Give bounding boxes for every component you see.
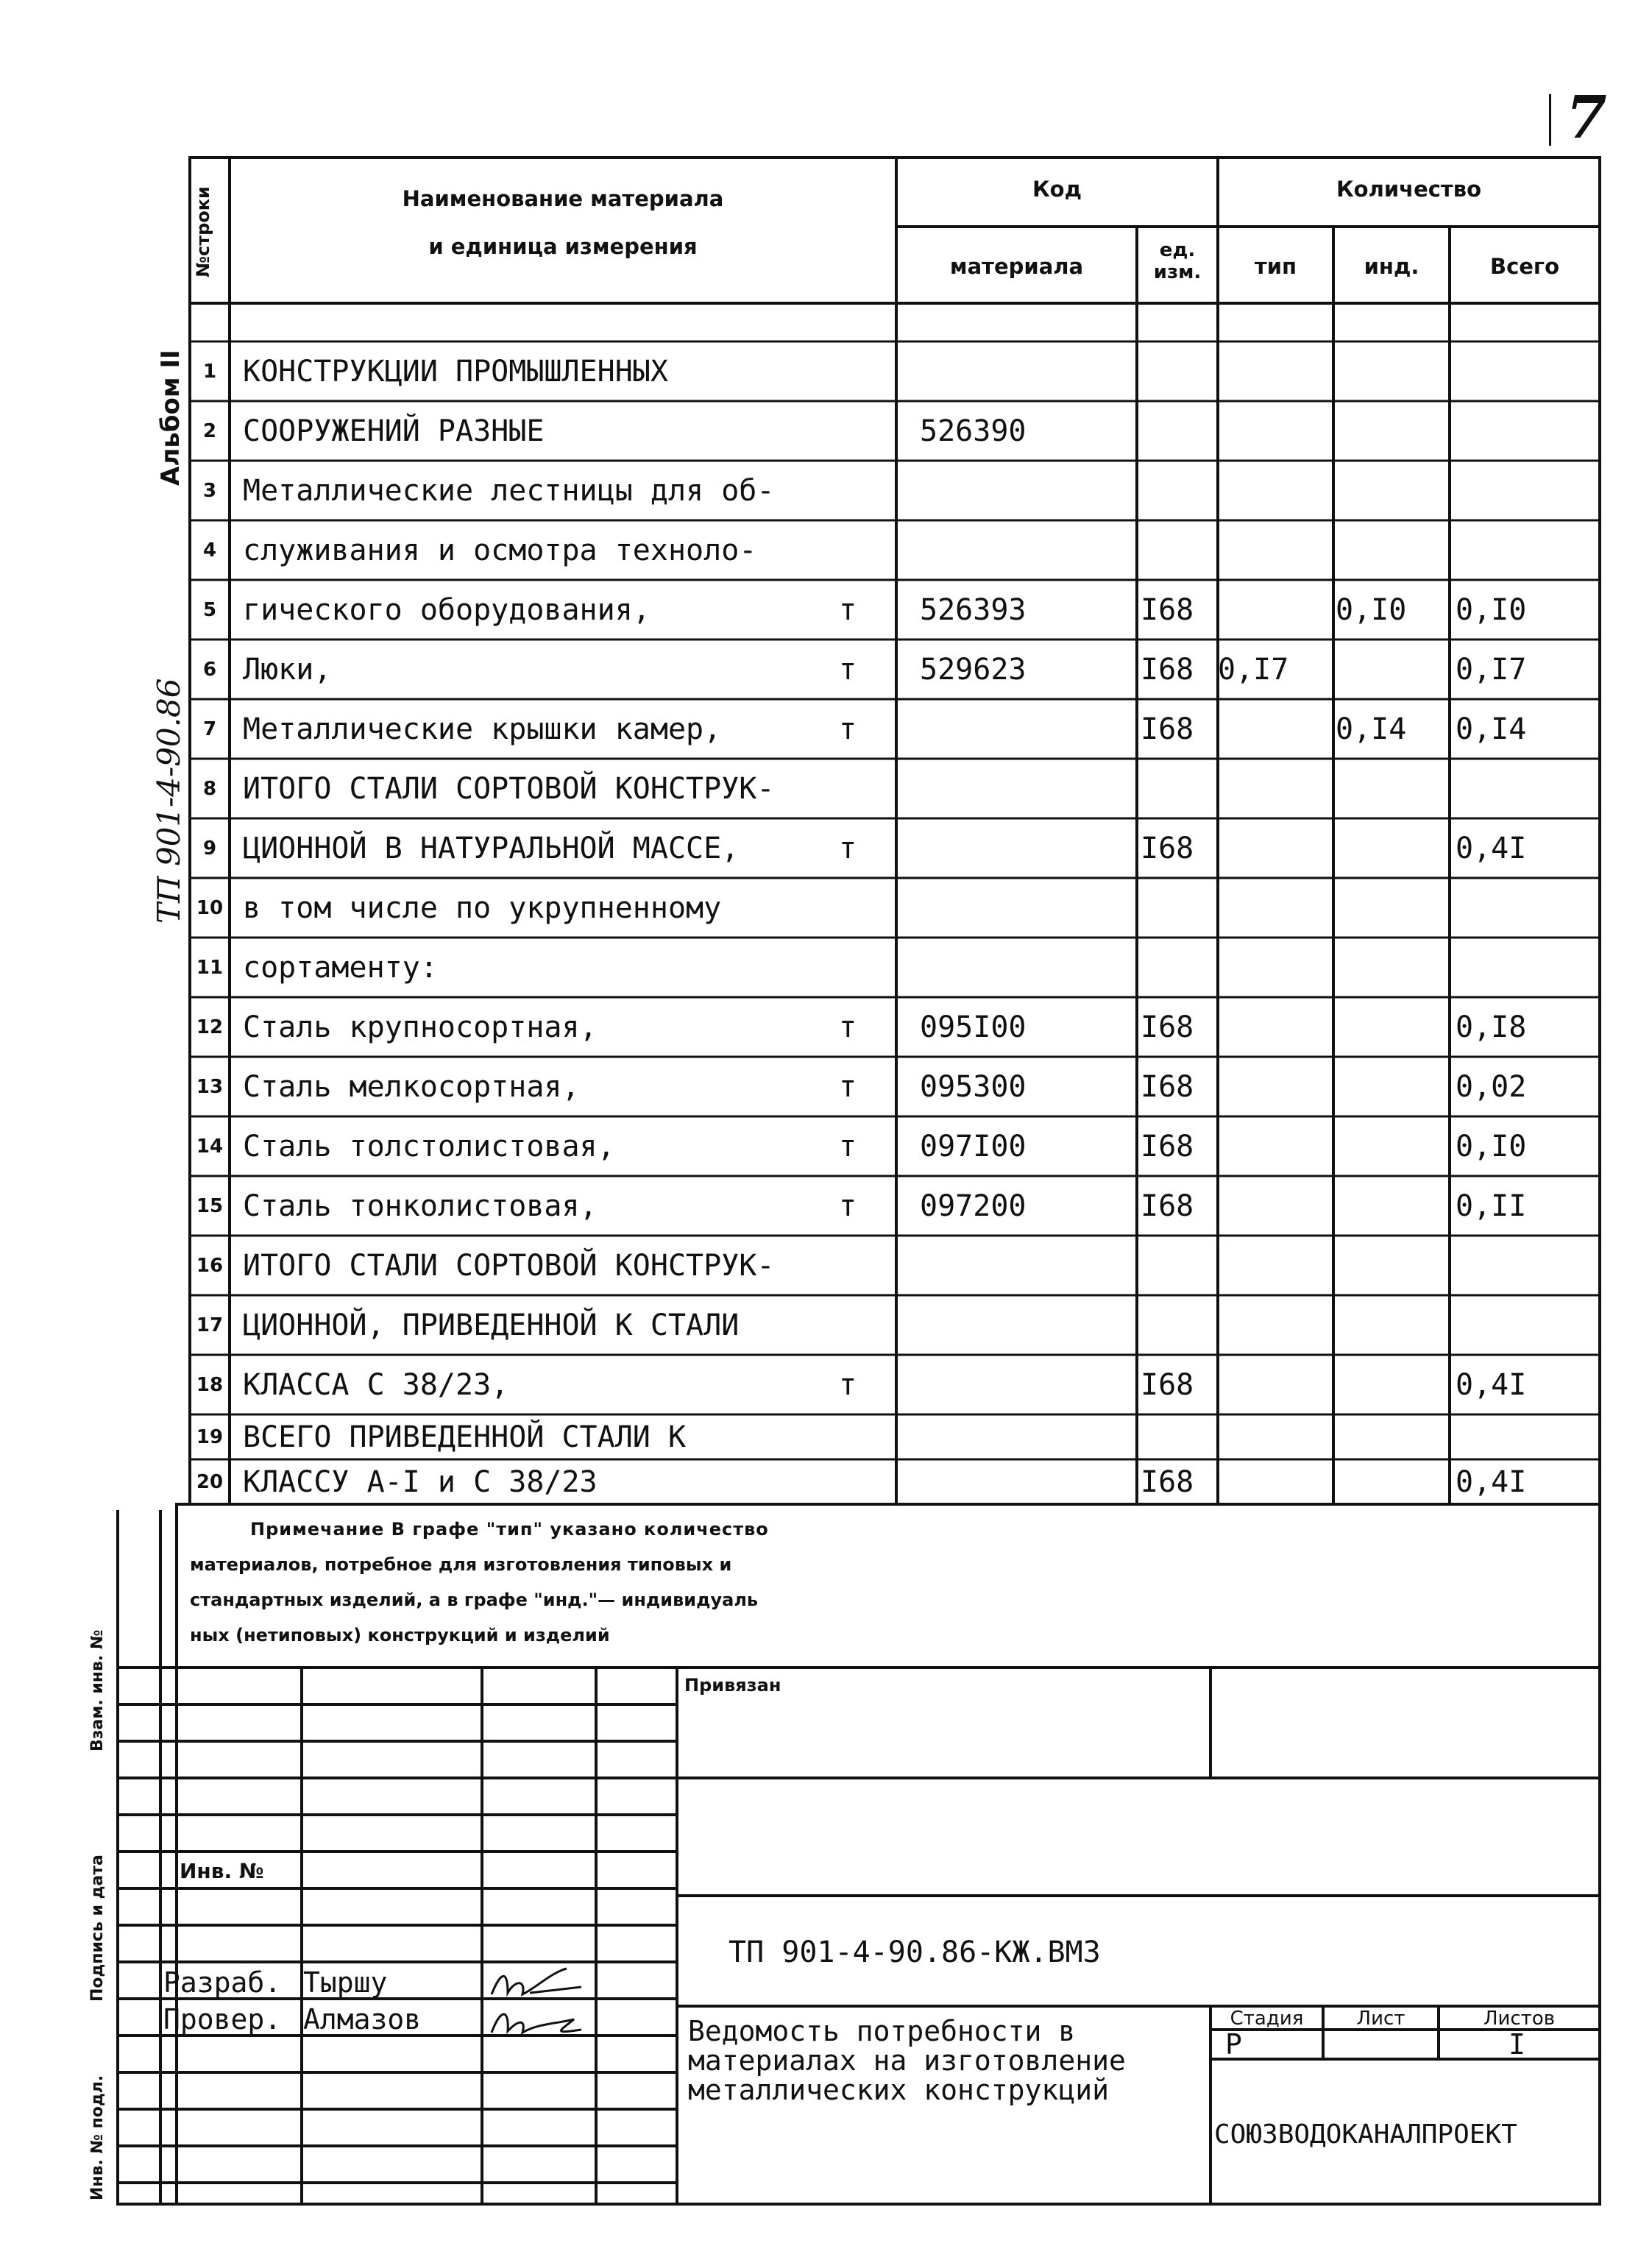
qty-ind: 0,I4 (1336, 712, 1407, 746)
qty-total: 0,I4 (1456, 712, 1527, 746)
prover-name: Алмазов (303, 2003, 422, 2036)
sheets-label: Листов (1483, 2008, 1556, 2030)
row-number: 9 (202, 837, 217, 860)
material-name: ЦИОННОЙ, ПРИВЕДЕННОЙ К СТАЛИ (243, 1308, 740, 1342)
unit-symbol: т (839, 593, 857, 627)
note-line-2: материалов, потребное для изготовления типовых и (190, 1554, 732, 1575)
material-code: 526390 (920, 414, 1027, 448)
unit-symbol: т (839, 1010, 857, 1044)
material-name: Металлические лестницы для об- (243, 474, 775, 508)
material-name: Сталь мелкосортная, (243, 1070, 580, 1104)
sheets-value: I (1509, 2028, 1525, 2061)
unit-code: I68 (1141, 653, 1194, 687)
material-name: КЛАССУ А-I и С 38/23 (243, 1465, 598, 1499)
row-number: 1 (202, 361, 217, 383)
unit-symbol: т (839, 712, 857, 746)
header-code-unit: ед. изм. (1153, 239, 1202, 283)
header-q-ind: инд. (1364, 254, 1419, 279)
side-label-podpis-data: Подпись и дата (88, 1855, 107, 2002)
row-number: 14 (196, 1136, 224, 1158)
material-code: 095I00 (920, 1010, 1027, 1044)
row-number: 6 (202, 659, 217, 681)
header-quantity: Количество (1336, 177, 1482, 202)
row-number: 17 (196, 1314, 224, 1336)
unit-code: I68 (1141, 1010, 1194, 1044)
unit-code: I68 (1141, 1070, 1194, 1104)
document-title-line1: Ведомость потребности в (688, 2015, 1076, 2047)
header-q-total: Всего (1489, 254, 1560, 279)
row-number: 12 (196, 1016, 224, 1038)
side-label-inv-podl: Инв. № подл. (88, 2075, 107, 2200)
qty-total: 0,I0 (1456, 1130, 1527, 1163)
unit-code: I68 (1141, 1465, 1194, 1499)
row-number: 8 (202, 778, 217, 800)
row-number: 18 (196, 1374, 224, 1396)
unit-symbol: т (839, 1070, 857, 1104)
unit-code: I68 (1141, 1189, 1194, 1223)
material-code: 097200 (920, 1189, 1027, 1223)
material-name: ИТОГО СТАЛИ СОРТОВОЙ КОНСТРУК- (243, 772, 775, 806)
sheet-label: Лист (1356, 2008, 1405, 2030)
stage-value: Р (1225, 2028, 1242, 2061)
unit-symbol: т (839, 1130, 857, 1163)
qty-type: 0,I7 (1218, 653, 1289, 687)
material-name: ВСЕГО ПРИВЕДЕННОЙ СТАЛИ К (243, 1420, 687, 1454)
unit-symbol: т (839, 1368, 857, 1402)
material-name: Сталь толстолистовая, (243, 1130, 615, 1163)
header-code-material: материала (949, 254, 1084, 279)
unit-code: I68 (1141, 593, 1194, 627)
material-name: в том числе по укрупненному (243, 891, 722, 925)
row-number: 16 (196, 1255, 224, 1277)
qty-ind: 0,I0 (1336, 593, 1407, 627)
qty-total: 0,4I (1456, 832, 1527, 865)
row-number: 10 (196, 897, 224, 919)
row-number: 2 (202, 420, 217, 442)
razrab-label: Разраб. (163, 1966, 282, 1999)
page-number: 7 (1566, 82, 1607, 152)
material-name: Сталь тонколистовая, (243, 1189, 598, 1223)
razrab-name: Тыршу (303, 1966, 388, 1999)
material-name: Люки, (243, 653, 332, 687)
material-name: Металлические крышки камер, (243, 712, 722, 746)
document-title-line2: материалах на изготовление (688, 2044, 1126, 2077)
material-name: КОНСТРУКЦИИ ПРОМЫШЛЕННЫХ (243, 355, 668, 389)
qty-total: 0,I8 (1456, 1010, 1527, 1044)
document-code: ТП 901-4-90.86-КЖ.ВМЗ (728, 1935, 1101, 1969)
row-number: 7 (202, 718, 217, 740)
prover-label: Провер. (163, 2003, 282, 2036)
material-code: 526393 (920, 593, 1027, 627)
material-name: КЛАССА С 38/23, (243, 1368, 509, 1402)
note-line-4: ных (нетиповых) конструкций и изделий (190, 1625, 610, 1646)
privyazan-label: Привязан (684, 1675, 781, 1696)
stage-label: Стадия (1230, 2008, 1304, 2030)
qty-total: 0,02 (1456, 1070, 1527, 1104)
material-name: служивания и осмотра техноло- (243, 534, 757, 567)
material-code: 529623 (920, 653, 1027, 687)
unit-symbol: т (839, 832, 857, 865)
qty-total: 0,4I (1456, 1465, 1527, 1499)
row-number: 3 (202, 480, 217, 502)
row-number: 4 (202, 539, 217, 562)
header-q-type: тип (1254, 254, 1297, 279)
note-line-3: стандартных изделий, а в графе "инд."— индивидуаль (190, 1590, 759, 1610)
unit-code: I68 (1141, 1368, 1194, 1402)
side-label-album: Альбом II (156, 350, 185, 486)
material-name: СООРУЖЕНИЙ РАЗНЫЕ (243, 414, 545, 448)
header-code: Код (1032, 177, 1082, 202)
material-name: сортаменту: (243, 951, 438, 985)
row-number: 20 (196, 1471, 224, 1493)
qty-total: 0,I7 (1456, 653, 1527, 687)
unit-code: I68 (1141, 712, 1194, 746)
unit-code: I68 (1141, 1130, 1194, 1163)
header-name-line2: и единица измерения (428, 234, 698, 259)
organization-name: СОЮЗВОДОКАНАЛПРОЕКТ (1214, 2119, 1517, 2150)
material-code: 097I00 (920, 1130, 1027, 1163)
inv-no-label: Инв. № (180, 1859, 264, 1883)
document-title-line3: металлических конструкций (688, 2074, 1109, 2106)
note-line-1: Примечание В графе "тип" указано количество (250, 1519, 769, 1540)
row-number: 15 (196, 1195, 224, 1217)
unit-symbol: т (839, 653, 857, 687)
material-name: ИТОГО СТАЛИ СОРТОВОЙ КОНСТРУК- (243, 1249, 775, 1283)
qty-total: 0,I0 (1456, 593, 1527, 627)
unit-code: I68 (1141, 832, 1194, 865)
unit-symbol: т (839, 1189, 857, 1223)
row-number: 5 (202, 599, 217, 621)
qty-total: 0,II (1456, 1189, 1527, 1223)
side-label-vzam-inv: Взам. инв. № (88, 1629, 107, 1751)
material-name: Сталь крупносортная, (243, 1010, 598, 1044)
header-name-line1: Наименование материала (402, 186, 724, 211)
row-number: 19 (196, 1426, 224, 1448)
prover-signature (486, 2003, 589, 2040)
qty-total: 0,4I (1456, 1368, 1527, 1402)
material-name: ЦИОННОЙ В НАТУРАЛЬНОЙ МАССЕ, (243, 832, 740, 865)
header-row-number: №строки (193, 186, 213, 277)
material-name: гического оборудования, (243, 593, 650, 627)
side-label-project: ТП 901-4-90.86 (151, 678, 187, 924)
row-number: 13 (196, 1076, 224, 1098)
row-number: 11 (196, 957, 224, 979)
material-code: 095300 (920, 1070, 1027, 1104)
razrab-signature (486, 1965, 589, 2002)
